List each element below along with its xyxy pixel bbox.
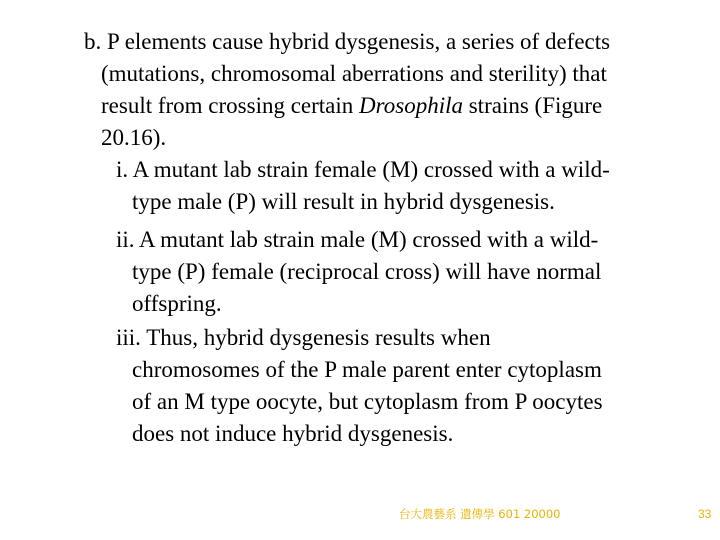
paragraph-b-line-3 [101, 91, 602, 121]
item-ii-line-2: type (P) female (reciprocal cross) will have normal [132, 259, 602, 284]
paragraph-b-line-1: b. P elements cause hybrid dysgenesis, a series of defects [84, 29, 611, 54]
paragraph-b-line-3-start: result from crossing certain [101, 93, 360, 118]
item-ii-line-1: ii. A mutant lab strain male (M) crossed with a wild- [116, 227, 599, 252]
item-iii-line-1: iii. Thus, hybrid dysgenesis results when [116, 325, 491, 350]
item-iii-line-2: chromosomes of the P male parent enter cytoplasm [132, 357, 602, 382]
paragraph-b-line-4: 20.16). [101, 125, 167, 150]
page-number: 33 [698, 507, 712, 521]
item-iii-line-3: of an M type oocyte, but cytoplasm from P oocytes [132, 389, 603, 414]
item-iii-line-4: does not induce hybrid dysgenesis. [132, 421, 454, 446]
drosophila-italic: Drosophila [359, 93, 463, 118]
paragraph-b-line-2: (mutations, chromosomal aberrations and sterility) that [101, 61, 607, 86]
item-ii-line-3: offspring. [132, 291, 222, 316]
item-i-line-2: type male (P) will result in hybrid dysgenesis. [132, 189, 555, 214]
footer-course-label: 台大農藝系 遺傳學 601 20000 [399, 507, 561, 521]
paragraph-b-line-3-end: strains (Figure [462, 93, 603, 118]
item-i-line-1: i. A mutant lab strain female (M) crossed with a wild- [116, 157, 610, 182]
